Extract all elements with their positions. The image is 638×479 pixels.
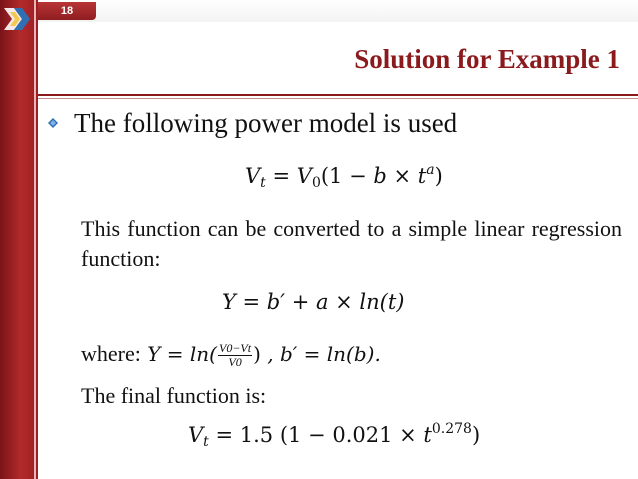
y-definition-fraction bbox=[218, 342, 252, 369]
header-bar bbox=[38, 0, 638, 22]
linear-regression-equation: Y = b′ + a × ln(t) bbox=[222, 290, 405, 314]
title-divider bbox=[38, 94, 638, 96]
bullet-text: The following power model is used bbox=[74, 108, 458, 138]
eq1-close: ) bbox=[434, 164, 443, 188]
b-definition: , b′ = ln(b). bbox=[260, 342, 381, 366]
eq3-rhs: = 1.5 (1 − 0.021 × bbox=[208, 423, 424, 447]
eq1-open: (1 − bbox=[320, 164, 374, 188]
diamond-bullet-icon bbox=[48, 118, 58, 128]
slide-title: Solution for Example 1 bbox=[354, 44, 620, 74]
eq1-t: t bbox=[417, 164, 427, 188]
title-divider-thin bbox=[38, 98, 638, 99]
sidebar-accent-line bbox=[34, 0, 36, 479]
where-label: where: bbox=[81, 341, 141, 366]
power-model-equation bbox=[245, 162, 443, 191]
chevron-logo-icon bbox=[2, 4, 36, 34]
eq1-equals: = bbox=[265, 164, 297, 188]
page-number-badge: 18 bbox=[38, 2, 96, 20]
eq3-lhs-var: V bbox=[188, 423, 204, 447]
eq1-lhs-sub: t bbox=[260, 175, 266, 191]
fraction-denominator: V0 bbox=[228, 355, 242, 370]
where-definitions bbox=[81, 341, 381, 369]
eq1-rhs-var: V bbox=[296, 164, 312, 188]
left-sidebar bbox=[0, 0, 38, 479]
eq1-times: × bbox=[386, 164, 418, 188]
final-function-label: The final function is: bbox=[81, 383, 267, 408]
eq3-lhs-sub: t bbox=[203, 434, 209, 450]
eq3-exp: 0.278 bbox=[431, 421, 472, 437]
eq3-t: t bbox=[423, 423, 432, 447]
eq1-rhs-sub: 0 bbox=[311, 175, 321, 191]
y-definition-start: Y = ln( bbox=[140, 342, 217, 366]
eq1-lhs-var: V bbox=[245, 164, 261, 188]
explanation-paragraph: This function can be converted to a simple linear regression function: bbox=[81, 216, 622, 271]
fraction-numerator: V0−Vt bbox=[218, 341, 252, 356]
eq1-exp: a bbox=[426, 162, 435, 178]
final-function-equation bbox=[188, 421, 480, 450]
eq1-b: b bbox=[373, 164, 387, 188]
eq3-close: ) bbox=[471, 423, 481, 447]
y-definition-end: ) bbox=[253, 342, 261, 366]
